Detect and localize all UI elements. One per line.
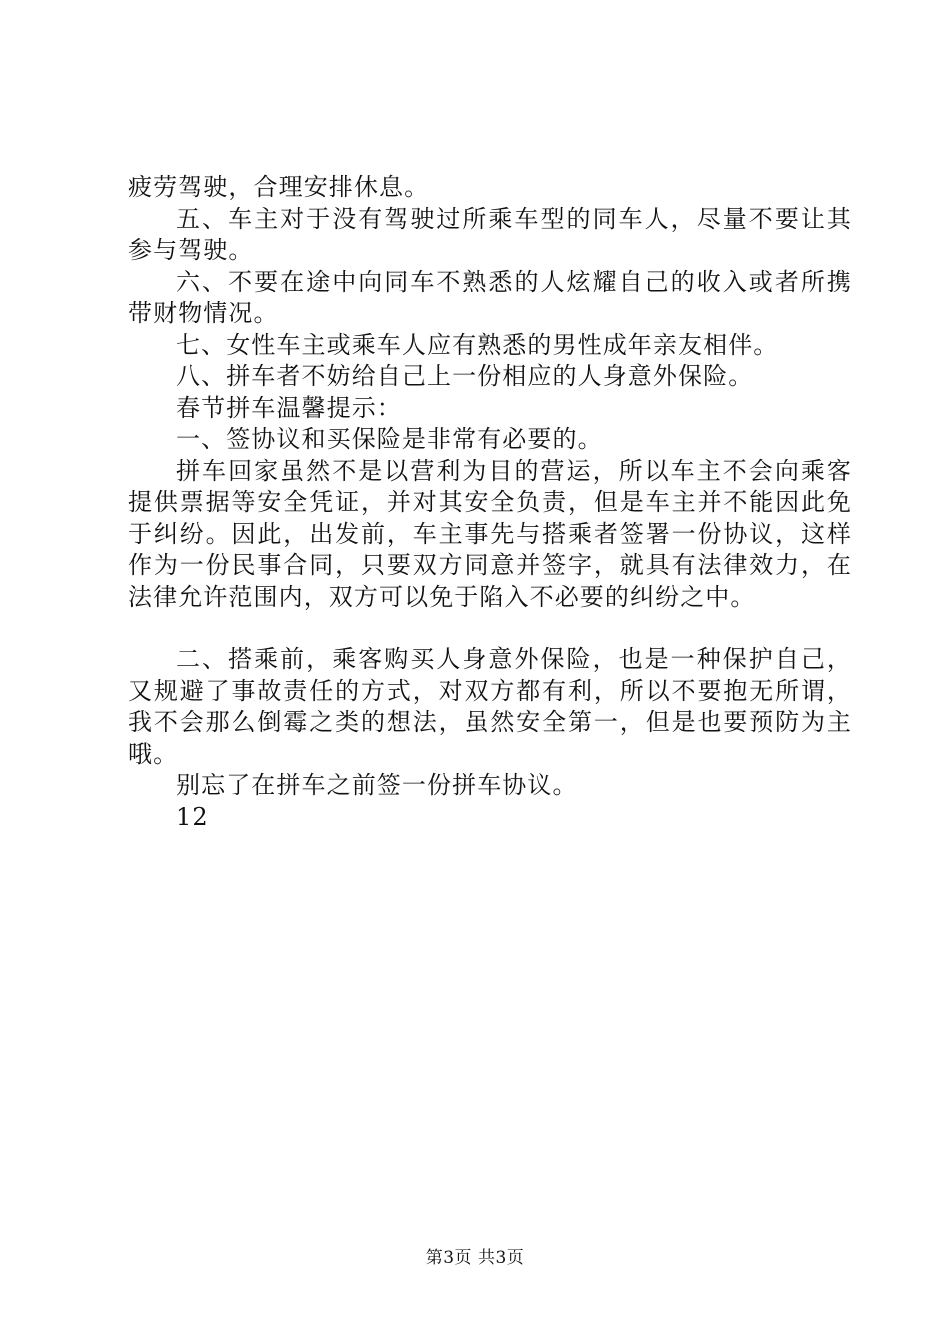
- paragraph-tip-2: 二、搭乘前，乘客购买人身意外保险，也是一种保护自己，又规避了事故责任的方式，对双方都有利，所以不要抱无所谓，我不会那么倒霉之类的想法，虽然安全第一，但是也要预防为主哦。: [128, 645, 852, 768]
- paragraph-number: 12: [176, 802, 209, 831]
- paragraph-item-6: 六、不要在途中向同车不熟悉的人炫耀自己的收入或者所携带财物情况。: [128, 267, 852, 327]
- paragraph-item-5: 五、车主对于没有驾驶过所乘车型的同车人，尽量不要让其参与驾驶。: [128, 204, 852, 264]
- paragraph-tip-1-body: 拼车回家虽然不是以营利为目的营运，所以车主不会向乘客提供票据等安全凭证，并对其安全负责，但是车主并不能因此免于纠纷。因此，出发前，车主事先与搭乘者签署一份协议，这样作为一份民事合同，只要双方同意并签字，就具有法律效力，在法律允许范围内，双方可以免于陷入不必要的纠纷之中。: [128, 456, 852, 611]
- section-heading-tips: 春节拼车温馨提示：: [176, 393, 402, 422]
- paragraph-tip-1: 一、签协议和买保险是非常有必要的。: [176, 425, 603, 453]
- page-footer: 第3页 共3页: [425, 1248, 525, 1268]
- paragraph-item-8: 八、拼车者不妨给自己上一份相应的人身意外保险。: [176, 362, 754, 390]
- paragraph-reminder: 别忘了在拼车之前签一份拼车协议。: [176, 771, 578, 799]
- paragraph-item-7: 七、女性车主或乘车人应有熟悉的男性成年亲友相伴。: [176, 330, 779, 359]
- paragraph-continuation: 疲劳驾驶，合理安排休息。: [128, 173, 430, 201]
- document-body: [128, 172, 852, 833]
